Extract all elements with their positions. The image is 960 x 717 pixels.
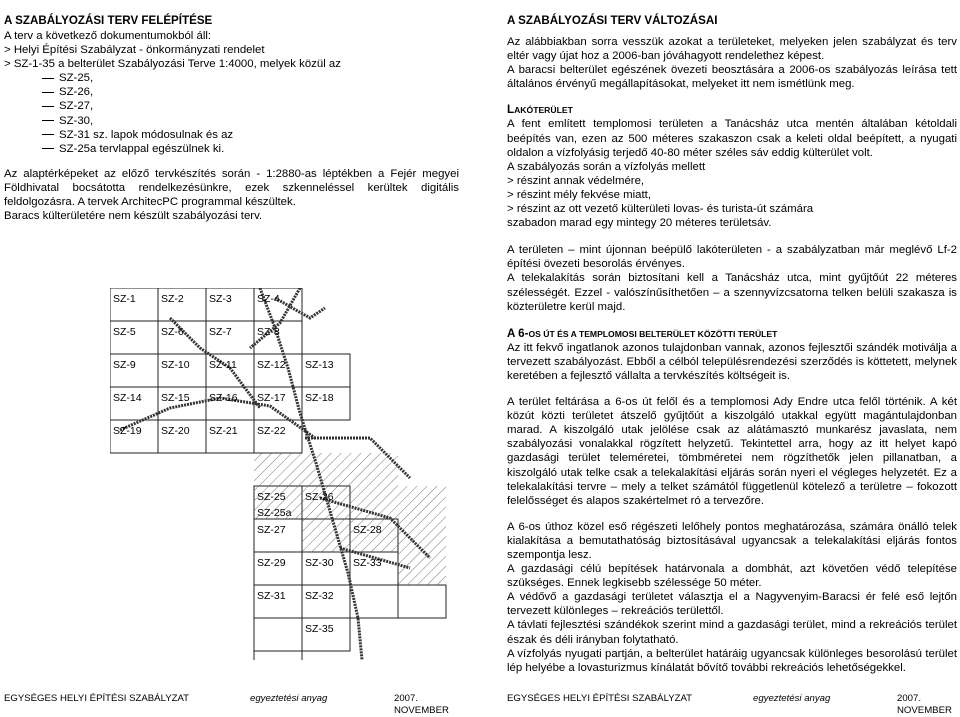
doc-list-item-2: > SZ-1-35 a belterület Szabályozási Terve 1:4000, melyek közül az [4,58,341,71]
protection-paragraph: A védővő a gazdasági területet választja el a Nagyvenyim-Baracsi ér felé eső lejtőn tervezett különleges – rekreációs területtől. [507,591,957,618]
sheet-label: SZ-19 [113,425,142,437]
future-paragraph: A távlati fejlesztési szándékok szerint mind a gazdasági terület, mind a rekreációs terület észak és déli irányban folytatható. [507,619,957,646]
outskirts-paragraph: Baracs külterületére nem készült szabályozási terv. [4,210,263,223]
sheet-label: SZ-26 [305,491,334,503]
sheet-label: SZ-27 [257,524,286,536]
sheet-label: SZ-21 [209,425,238,437]
sheet-label: SZ-32 [305,590,334,602]
footer-date: 2007. NOVEMBER [394,693,449,716]
ownership-paragraph: Az itt fekvő ingatlanok azonos tulajdonban vannak, azonos fejlesztői szándék motiválja a tervezett szabályozást. Ebből a célból településrendezési szerződés is köttetett, melynek keretében a fejlesztő vállalta a tervkészítés költségeit is. [507,341,957,382]
hatched-sheet-area [254,453,302,486]
sheet-label: SZ-18 [305,392,334,404]
residential-paragraph: A fent említett templomosi területen a Tanácsház utca mentén általában kétoldali beépítés van, ezen az 500 méteres szakaszon csak a keleti oldal beépített, a nyugati oldalon a vízfolyásig terjedő 40-80 méter széles sáv eddig külterület volt. [507,118,957,159]
hatched-sheet-area [350,486,398,519]
sheet-cell [254,618,302,651]
sheet-line: SZ-30, [4,114,459,128]
sheet-label: SZ-7 [209,326,232,338]
sheet-label: SZ-11 [209,359,237,371]
sheet-label: SZ-5 [113,326,136,338]
footer-status: egyeztetési anyag [753,693,831,704]
access-paragraph: A terület feltárása a 6-os út felől és a templomosi Ady Endre utca felől történik. A két közút közti területet átszelő gyűjtőút a kiszolgáló utakkal együtt magántulajdonban marad. A kiszolgáló utak jelölése csak az alátámasztó munkarész javaslata, nem szabályozási vonalakkal rögzített helyzetű. Tekintettel arra, hogy az itt helyet kapó gazdasági terület teleméretei, tömbméretei nem rögzíthetők jelen pillanatban, a kiszolgáló utak telke csak a telekalakítási eljárás során nyeri el végleges helyzetét. Ez a telekalakítási tervre – mely a telket számától függetlenül kötelező a területre – fokozott felelősséget és alapos szakértelmet ró a tervezőre. [507,396,957,507]
sheet-line: SZ-27, [4,99,459,113]
boundary-paragraph: A gazdasági célú bepítések határvonala a dombhát, azt követően védő telepítése szükséges. Ennek legkisebb szélessége 50 méter. [507,563,957,590]
footer-title: EGYSÉGES HELYI ÉPÍTÉSI SZABÁLYZAT [4,693,190,704]
sheet-label: SZ-29 [257,557,286,569]
hatched-sheet-area [398,519,446,552]
sheet-label: SZ-14 [113,392,142,404]
sheet-label: SZ-4 [257,293,280,305]
sheet-cell [398,585,446,618]
sheet-label: SZ-17 [257,392,286,404]
sheet-label: SZ-25a [257,507,292,519]
footer-title: EGYSÉGES HELYI ÉPÍTÉSI SZABÁLYZAT [507,693,693,704]
sheet-label: SZ-16 [209,392,238,404]
hatched-sheet-area [302,453,350,486]
sheet-line: SZ-31 sz. lapok módosulnak és az [4,128,459,142]
stream-intro: A szabályozás során a vízfolyás mellett [507,160,706,173]
right-column [507,14,957,675]
sheet-label: SZ-15 [161,392,190,404]
stream-bullet: > részint mély fekvése miatt, [507,188,652,201]
road-outline [275,298,325,318]
sheet-line: SZ-25a tervlappal egészülnek ki. [4,142,459,156]
doc-list-item-1: > Helyi Építési Szabályzat - önkormányzati rendelet [4,44,265,57]
zoning-paragraph: A területen – mint újonnan beépülő lakóterületen - a szabályzatban már meglévő Lf-2 építési övezeti besorolás érvényes. [507,244,957,271]
strip-line: szabadon marad egy mintegy 20 méteres területsáv. [507,217,772,230]
sheet-label: SZ-33 [353,557,382,569]
hatched-sheet-area [398,486,446,519]
sheet-label: SZ-31 [257,590,286,602]
footer-date: 2007. NOVEMBER [897,693,952,716]
sheet-label: SZ-28 [353,524,382,536]
stream-bullet: > részint az ott vezető külterületi lovas- és turista-út számára [507,203,814,216]
westbank-paragraph: A vízfolyás nyugati partján, a belterület határáig ugyancsak különleges besorolású terület lép helyébe a lovasturizmus kínálatát bővítő további rekreációs lehetőségekkel. [507,647,957,674]
sheet-label: SZ-25 [257,491,286,503]
sheet-label: SZ-9 [113,359,136,371]
sheet-index-map [110,288,450,660]
hatched-sheet-area [302,519,350,552]
sheet-cell [254,651,302,660]
plot-paragraph: A telekalakítás során biztosítani kell a Tanácsház utca, mint gyűjtőút 22 méteres szélességét. Ezzel - valószínűsíthetően – a szennyvízcsatorna telken belüli szakasza is közterületre kerül majd. [507,272,957,313]
right-title: A SZABÁLYOZÁSI TERV VÁLTOZÁSAI [507,14,718,27]
sheet-label: SZ-10 [161,359,190,371]
left-title: A SZABÁLYOZÁSI TERV FELÉPÍTÉSE [4,14,213,27]
sheet-label: SZ-1 [113,293,136,305]
sheet-label: SZ-8 [257,326,280,338]
sheet-label: SZ-12 [257,359,286,371]
sheet-label: SZ-35 [305,623,334,635]
section-heading-road6: A 6-OS ÚT ÉS A TEMPLOMOSI BELTERÜLET KÖZÖTTI TERÜLET [507,326,778,340]
sheet-label: SZ-2 [161,293,184,305]
hatched-sheet-area [398,552,446,585]
sheet-line: SZ-26, [4,85,459,99]
sheet-line: SZ-25, [4,71,459,85]
stream-bullet: > részint annak védelmére, [507,174,645,187]
intro-line: A terv a következő dokumentumokból áll: [4,30,212,42]
sheet-label: SZ-3 [209,293,232,305]
left-column [4,14,459,223]
section-heading-residential: LAKÓTERÜLET [507,103,573,117]
sheet-label: SZ-20 [161,425,190,437]
footer-status: egyeztetési anyag [250,693,328,704]
sheet-label: SZ-30 [305,557,334,569]
sheet-label: SZ-22 [257,425,286,437]
zoning-note: A baracsi belterület egészének övezeti beosztására a 2006-os szabályozás leírása tett általános érvényű megállapításokat, melyeket itt nem ismétlünk meg. [507,64,957,91]
sheet-label: SZ-13 [305,359,334,371]
sheet-label: SZ-6 [161,326,184,338]
archaeology-paragraph: A 6-os úthoz közel eső régészeti lelőhely pontos meghatározása, számára önálló telek kialakítása a bemutathatóság biztosításával ugyancsak a telekalakítási eljárás fontos szempontja lesz. [507,520,957,561]
changes-intro: Az alábbiakban sorra vesszük azokat a területeket, melyeken jelen szabályzat és terv eltér vagy újat hoz a 2006-ban jóváhagyott rendelethez képest. [507,36,957,63]
basemap-paragraph: Az alaptérképeket az előző tervkészítés során - 1:2880-as léptékben a Fejér megyei Földhivatal bocsátotta rendelkezésünkre, ezek szkenneléssel kerültek digitális feldolgozásra. A tervek ArchitecPC programmal készültek. [4,167,459,209]
